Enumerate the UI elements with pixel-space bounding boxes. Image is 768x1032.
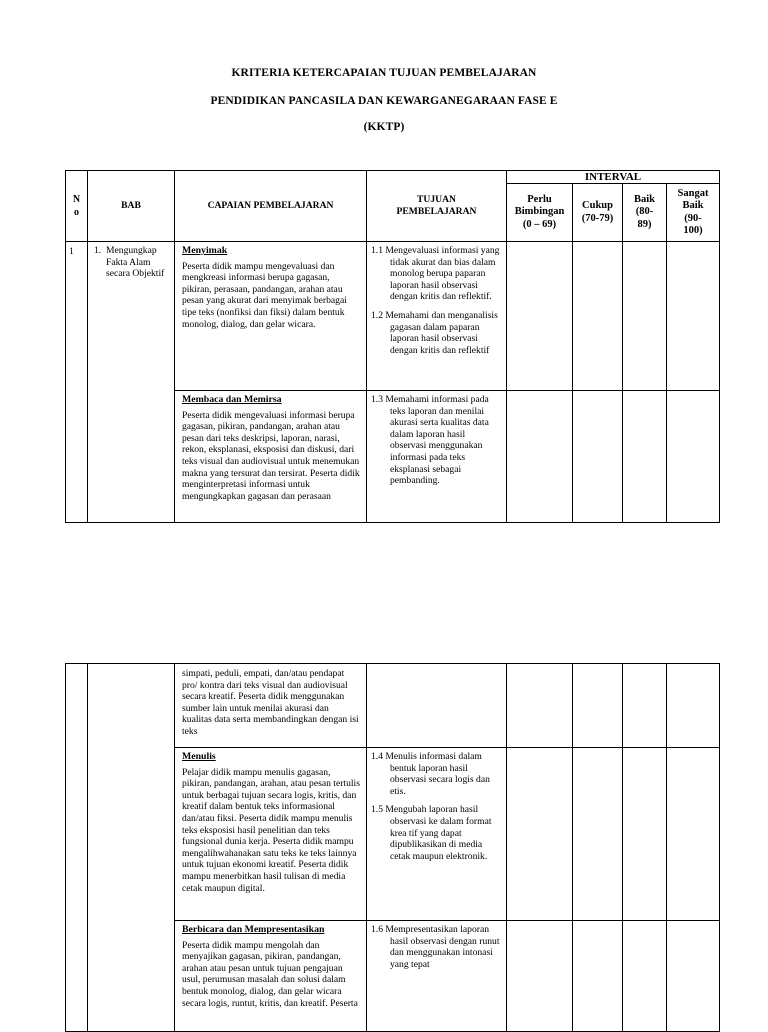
header-baik: Baik (80- 89) [623,184,667,242]
tujuan-item: 1.1 Mengevaluasi informasi yang tidak akurat dan bias dalam monolog berupa paparan laporan hasil observasi dengan kritis dan reflektif. [371,245,500,303]
document-title: KRITERIA KETERCAPAIAN TUJUAN PEMBELAJARAN [231,67,537,79]
bab-cell [88,664,175,1032]
tujuan-cell [367,391,507,523]
header-tujuan: TUJUAN PEMBELAJARAN [367,171,507,242]
interval-cell [507,921,573,1032]
interval-cell [507,664,573,748]
interval-cell [623,921,667,1032]
row-number [66,664,88,1032]
kktp-table-page1 [65,170,720,523]
interval-cell [573,242,623,391]
header-bab: BAB [88,171,175,242]
section-heading: Menyimak [182,245,228,256]
section-heading: Menulis [182,751,216,762]
header-perlu-bimbingan: Perlu Bimbingan (0 – 69) [507,184,573,242]
interval-cell [667,391,720,523]
tujuan-item: 1.5 Mengubah laporan hasil observasi ke dalam format krea tif yang dapat dipublikasikan di media cetak maupun elektronik. [371,804,492,862]
tujuan-item: 1.3 Memahami informasi pada teks laporan dan menilai akurasi serta kualitas data dalam laporan hasil observasi menggunakan informasi pada teks eksplanasi sebagai pembanding. [371,394,489,487]
section-body: Pelajar didik mampu menulis gagasan, pikiran, pandangan, arahan, atau pesan tertulis untuk berbagai tujuan secara logis, kritis, dan kreatif dalam bentuk teks informasional dan/atau fiksi. Peserta didik mampu menulis teks eksposisi hasil penelitian dan teks fungsional dunia kerja. Peserta didik mampu mengalihwahanakan satu teks ke teks lainnya untuk tujuan ekonomi kreatif. Peserta didik mampu menerbitkan hasil tulisan di media cetak maupun digital. [182,766,360,894]
tujuan-item: 1.4 Menulis informasi dalam bentuk laporan hasil observasi secara logis dan etis. [371,751,490,797]
interval-cell [573,391,623,523]
bab-number: 1. [94,245,102,256]
section-heading: Berbicara dan Mempresentasikan [182,924,325,935]
document-abbreviation: (KKTP) [363,121,405,133]
capaian-cell [175,664,367,748]
kktp-table-page2 [65,663,720,1032]
table-row [66,664,720,748]
capaian-cell [175,921,367,1032]
capaian-cell [175,391,367,523]
interval-cell [667,242,720,391]
tujuan-cell [367,242,507,391]
interval-cell [623,664,667,748]
tujuan-cell [367,921,507,1032]
header-interval: INTERVAL [507,171,720,184]
bab-item [92,245,172,280]
tujuan-cell [367,664,507,748]
capaian-cell [175,748,367,921]
interval-cell [573,664,623,748]
tujuan-item: 1.6 Mempresentasikan laporan hasil observasi dengan runut dan menggunakan intonasi yang tepat [371,924,500,970]
bab-title: Mengungkap Fakta Alam secara Objektif [106,245,165,280]
interval-cell [507,242,573,391]
interval-cell [573,748,623,921]
tujuan-cell [367,748,507,921]
header-sangat-baik: Sangat Baik (90- 100) [667,184,720,242]
interval-cell [623,391,667,523]
section-body-continuation: simpati, peduli, empati, dan/atau pendapat pro/ kontra dari teks visual dan audiovisual secara kreatif. Peserta didik menggunakan sumber lain untuk menilai akurasi dan kualitas data serta membandingkan dengan isi teks [182,668,359,737]
tujuan-item: 1.2 Memahami dan menganalisis gagasan dalam paparan laporan hasil observasi dengan kritis dan reflektif [371,309,498,356]
table-row [66,242,720,391]
interval-cell [667,664,720,748]
interval-cell [623,748,667,921]
header-capaian: CAPAIAN PEMBELAJARAN [175,171,367,242]
section-body: Peserta didik mengevaluasi informasi berupa gagasan, pikiran, pandangan, arahan atau pesan dari teks deskripsi, laporan, narasi, rekon, eksplanasi, eksposisi dan diskusi, dari teks visual dan audiovisual untuk menemukan makna yang tersurat dan tersirat. Peserta didik menginterpretasi informasi untuk mengungkapkan gagasan dan perasaan [182,409,360,502]
header-no: N o [66,171,88,242]
bab-cell [88,242,175,523]
interval-cell [667,921,720,1032]
document-subtitle: PENDIDIKAN PANCASILA DAN KEWARGANEGARAAN FASE E [210,95,558,107]
interval-cell [623,242,667,391]
row-number: 1 [66,242,88,523]
interval-cell [573,921,623,1032]
section-body: Peserta didik mampu mengolah dan menyajikan gagasan, pikiran, pandangan, arahan atau pesan untuk tujuan pengajuan usul, perumusan masalah dan solusi dalam bentuk monolog, dialog, dan gelar wicara secara logis, runtut, kritis, dan kreatif. Peserta [182,939,358,1009]
capaian-cell [175,242,367,391]
section-heading: Membaca dan Memirsa [182,394,282,405]
section-body: Peserta didik mampu mengevaluasi dan mengkreasi informasi berupa gagasan, pikiran, perasaan, pandangan, arahan atau pesan yang akurat dari menyimak berbagai tipe teks (nonfiksi dan fiksi) dalam bentuk monolog, dialog, dan gelar wicara. [182,260,347,330]
interval-cell [507,391,573,523]
header-cukup: Cukup (70-79) [573,184,623,242]
bab-list [88,242,174,280]
interval-cell [667,748,720,921]
interval-cell [507,748,573,921]
